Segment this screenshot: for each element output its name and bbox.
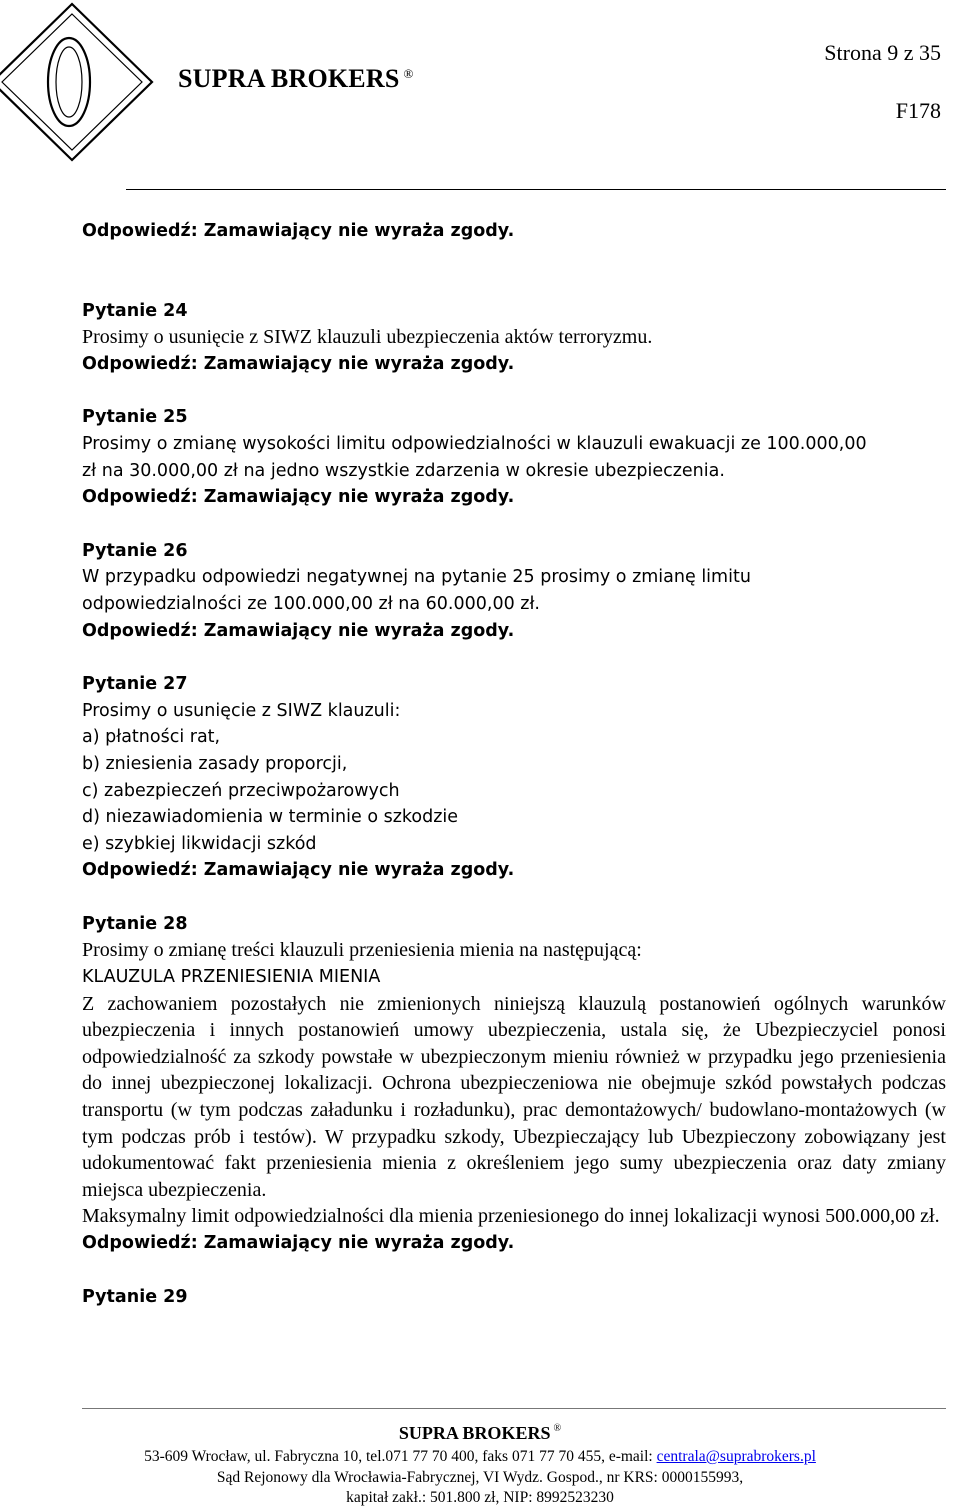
footer-registered-mark: ®: [553, 1423, 562, 1434]
question-26-line-2: odpowiedzialności ze 100.000,00 zł na 60.000,00 zł.: [82, 593, 540, 614]
footer-court-registration: Sąd Rejonowy dla Wrocławia-Fabrycznej, VI Wydz. Gospod., nr KRS: 0000155993,: [216, 1469, 744, 1486]
header-brand: SUPRA BROKERS ®: [178, 64, 414, 93]
question-26-answer: Odpowiedź: Zamawiający nie wyraża zgody.: [82, 620, 515, 641]
question-27-item: a) płatności rat,: [82, 727, 221, 748]
question-27-item: c) zabezpieczeń przeciwpożarowych: [82, 780, 400, 801]
company-logo: [0, 0, 175, 175]
question-26-line-1: W przypadku odpowiedzi negatywnej na pytanie 25 prosimy o zmianę limitu: [82, 567, 751, 588]
question-28-intro: Prosimy o zmianę treści klauzuli przeniesienia mienia na następującą:: [82, 939, 642, 962]
question-27-item: e) szybkiej likwidacji szkód: [82, 833, 317, 854]
question-25-line-1: Prosimy o zmianę wysokości limitu odpowiedzialności w klauzuli ewakuacji ze 100.000,00: [82, 433, 867, 454]
question-25-line-2: zł na 30.000,00 zł na jedno wszystkie zdarzenia w okresie ubezpieczenia.: [82, 460, 725, 481]
question-27-answer: Odpowiedź: Zamawiający nie wyraża zgody.: [82, 860, 515, 881]
header-divider: [126, 189, 946, 190]
page-number: Strona 9 z 35: [824, 40, 941, 65]
question-28-answer: Odpowiedź: Zamawiający nie wyraża zgody.: [82, 1233, 515, 1253]
clause-title: KLAUZULA PRZENIESIENIA MIENIA: [82, 967, 381, 988]
clause-paragraph: Z zachowaniem pozostałych nie zmienionych niniejszą klauzulą postanowień ogólnych warunków ubezpieczenia i innych postanowień umowy ubezpieczenia, ustala się, że Ubezpieczyciel ponosi odpowiedzialność za szkody powstałe w ubezpieczonym mieniu również w przypadku jego przeniesienia do innej ubezpieczonej lokalizacji. Ochrona ubezpieczeniowa nie obejmuje szkód powstałych podczas transportu (w tym podczas załadunku i rozładunku), prac demontażowych/ budowlano-montażowych (w tym podczas prób i testów). W przypadku szkody, Ubezpieczający lub Ubezpieczony zobowiązany jest udokumentować fakt przeniesienia mienia z określeniem jego sumy ubezpieczenia oraz daty zmiany miejsca ubezpieczenia.: [82, 992, 946, 1201]
footer-email-link[interactable]: centrala@suprabrokers.pl: [656, 1448, 816, 1465]
registered-mark: ®: [403, 66, 414, 81]
clause-limit: Maksymalny limit odpowiedzialności dla mienia przeniesionego do innej lokalizacji wynosi 500.000,00 zł.: [82, 1205, 940, 1228]
footer-address: 53-609 Wrocław, ul. Fabryczna 10, tel.071 77 70 400, faks 071 77 70 455, e-mail: centrala@suprabrokers.pl: [144, 1448, 816, 1465]
footer-divider: [82, 1408, 946, 1409]
question-27-item: b) zniesienia zasady proporcji,: [82, 753, 348, 774]
document-body: [82, 218, 946, 1310]
footer-capital: kapitał zakł.: 501.800 zł, NIP: 8992523230: [346, 1489, 614, 1506]
question-24-answer: Odpowiedź: Zamawiający nie wyraża zgody.: [82, 353, 515, 374]
footer-brand: SUPRA BROKERS ®: [398, 1423, 562, 1443]
question-29-title: Pytanie 29: [82, 1286, 188, 1307]
question-27-item: d) niezawiadomienia w terminie o szkodzie: [82, 807, 459, 828]
question-25-answer: Odpowiedź: Zamawiający nie wyraża zgody.: [82, 487, 515, 508]
question-24-title: Pytanie 24: [82, 300, 188, 321]
question-25-title: Pytanie 25: [82, 407, 188, 428]
question-27-title: Pytanie 27: [82, 674, 188, 695]
question-24-text: Prosimy o usunięcie z SIWZ klauzuli ubezpieczenia aktów terroryzmu.: [82, 326, 653, 349]
answer-previous: Odpowiedź: Zamawiający nie wyraża zgody.: [82, 221, 515, 241]
question-28-title: Pytanie 28: [82, 913, 188, 934]
question-27-intro: Prosimy o usunięcie z SIWZ klauzuli:: [82, 700, 401, 721]
document-code: F178: [895, 98, 941, 123]
question-26-title: Pytanie 26: [82, 540, 188, 561]
